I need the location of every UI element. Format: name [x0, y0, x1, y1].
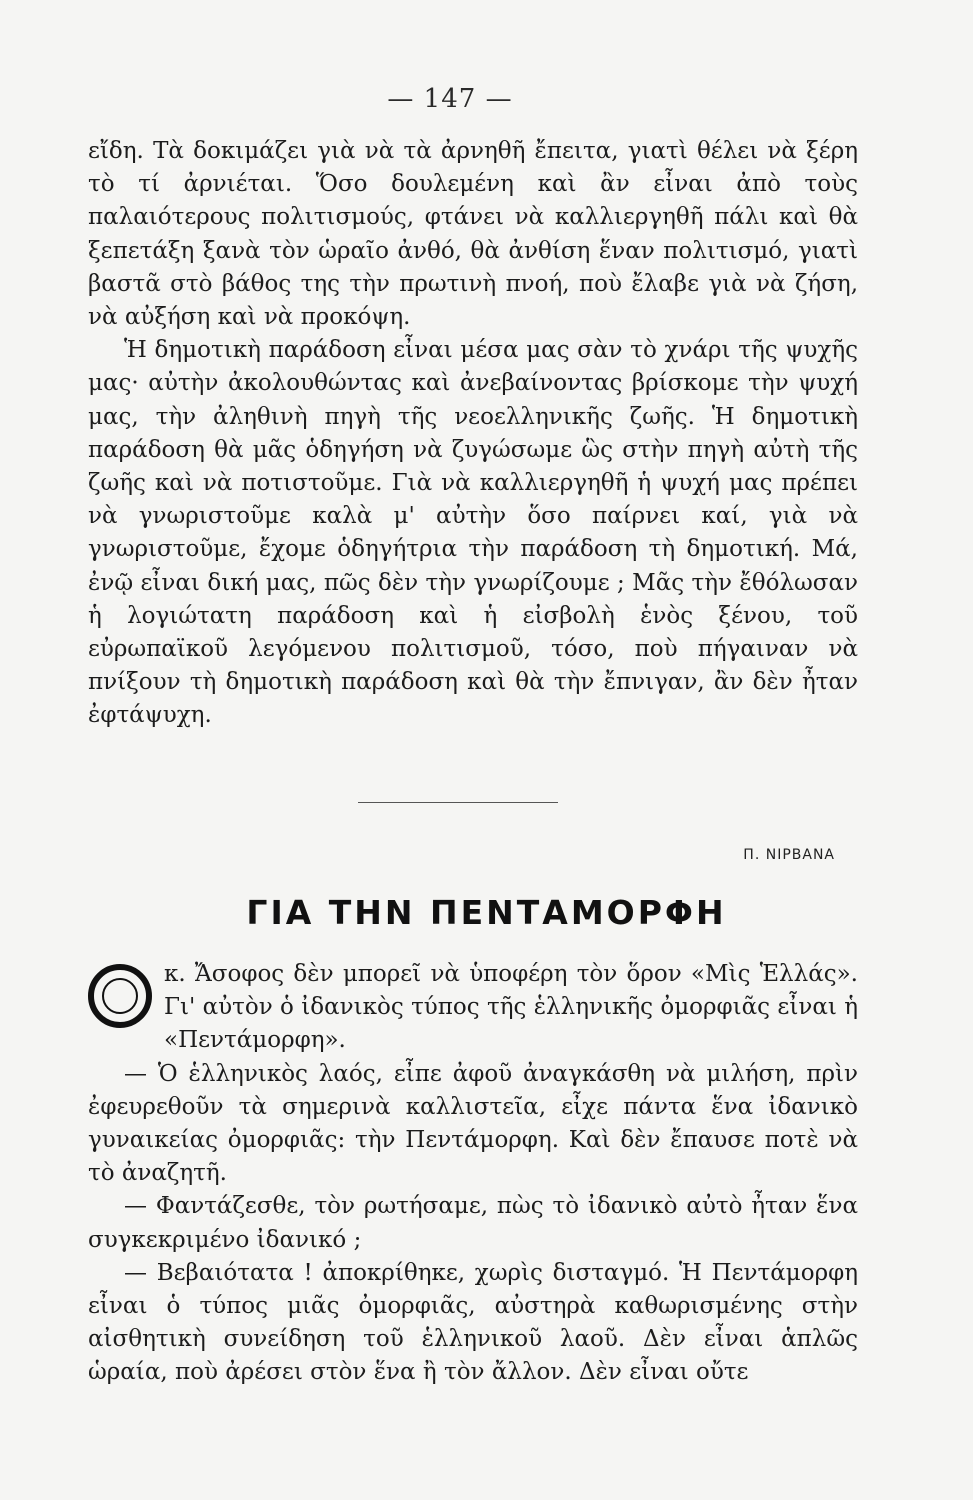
- article-body: [88, 958, 858, 1390]
- paragraph: — Φαντάζεσθε, τὸν ρωτήσαμε, πὼς τὸ ἰδανικὸ αὐτὸ ἦταν ἕνα συγκεκριμένο ἰδανικό ;: [88, 1193, 858, 1253]
- page-number: — 147 —: [387, 84, 513, 114]
- article-author: Π. ΝΙΡΒΑΝΑ: [743, 847, 835, 863]
- paragraph: — Βεβαιότατα ! ἀποκρίθηκε, χωρὶς δισταγμό. Ἡ Πεντάμορφη εἶναι ὁ τύπος μιᾶς ὀμορφιᾶς, αὐστηρὰ καθωρισμένης στὴν αἰσθητικὴ συνείδηση τοῦ ἑλληνικοῦ λαοῦ. Δὲν εἶναι ἁπλῶς ὡραία, ποὺ ἀρέσει στὸν ἕνα ἢ τὸν ἄλλον. Δὲν εἶναι οὔτε: [88, 1259, 858, 1386]
- paragraph: Ἡ δημοτικὴ παράδοση εἶναι μέσα μας σὰν τὸ χνάρι τῆς ψυχῆς μας· αὐτὴν ἀκολουθώντας καὶ ἀνεβαίνοντας βρίσκομε τὴν ψυχή μας, τὴν ἀληθινὴ πηγὴ τῆς νεοελληνικῆς ζωῆς. Ἡ δημοτικὴ παράδοση θὰ μᾶς ὁδηγήση νὰ ζυγώσωμε ὣς στὴν πηγὴ αὐτὴ τῆς ζωῆς καὶ νὰ ποτιστοῦμε. Γιὰ νὰ καλλιεργηθῆ ἡ ψυχή μας πρέπει νὰ γνωριστοῦμε καλὰ μ' αὐτὴν ὅσο παίρνει καί, γιὰ νὰ γνωριστοῦμε, ἔχομε ὁδηγήτρια τὴν παράδοση τὴ δημοτική. Μά, ἐνῷ εἶναι δική μας, πῶς δὲν τὴν γνωρίζουμε ; Μᾶς τὴν ἔθόλωσαν ἡ λογιώτατη παράδοση καὶ ἡ εἰσβολὴ ἑνὸς ξένου, τοῦ εὐρωπαϊκοῦ λεγόμενου πολιτισμοῦ, τόσο, ποὺ πήγαιναν νὰ πνίξουν τὴ δημοτικὴ παράδοση καὶ θὰ τὴν ἔπνιγαν, ἂν δὲν ἦταν ἐφτάψυχη.: [88, 337, 858, 729]
- paragraph: εἴδη. Τὰ δοκιμάζει γιὰ νὰ τὰ ἀρνηθῆ ἔπειτα, γιατὶ θέλει νὰ ξέρη τὸ τί ἀρνιέται. Ὅσο δουλεμένη καὶ ἂν εἶναι ἀπὸ τοὺς παλαιότερους πολιτισμούς, φτάνει νὰ καλλιεργηθῆ πάλι καὶ θὰ ξεπετάξη ξανὰ τὸν ὡραῖο ἀνθό, θὰ ἀνθίση ἕναν πολιτισμό, γιατὶ βαστᾶ στὸ βάθος της τὴν πρωτινὴ πνοή, ποὺ ἔλαβε γιὰ νὰ ζήση, νὰ αὐξήση καὶ νὰ προκόψη.: [88, 138, 858, 331]
- paragraph: κ. Ἄσοφος δὲν μπορεῖ νὰ ὑποφέρη τὸν ὅρον «Μὶς Ἑλλάς». Γι' αὐτὸν ὁ ἰδανικὸς τύπος τῆς ἑλληνικῆς ὀμορφιᾶς εἶναι ἡ «Πεντάμορφη».: [164, 961, 858, 1054]
- article-title: ΓΙΑ ΤΗΝ ΠΕΝΤΑΜΟΡΦΗ: [246, 893, 727, 932]
- section-divider: [358, 802, 558, 803]
- paragraph: — Ὁ ἑλληνικὸς λαός, εἶπε ἀφοῦ ἀναγκάσθη νὰ μιλήση, πρὶν ἐφευρεθοῦν τὰ σημερινὰ καλλιστεῖα, εἶχε πάντα ἕνα ἰδανικὸ γυναικείας ὀμορφιᾶς: τὴν Πεντάμορφη. Καὶ δὲν ἔπαυσε ποτὲ νὰ τὸ ἀναζητῆ.: [88, 1060, 858, 1187]
- section-one-text: [88, 135, 858, 733]
- dropcap-o-ornament: [88, 964, 152, 1028]
